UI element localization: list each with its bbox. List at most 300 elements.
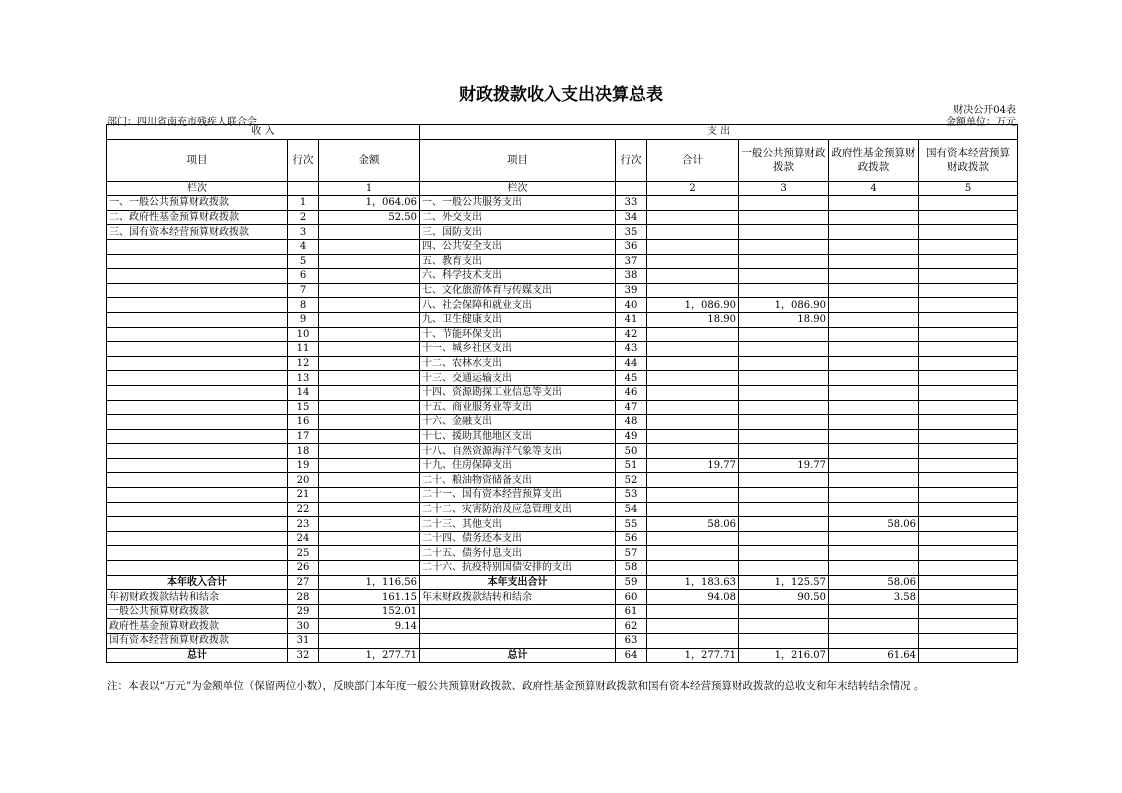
table-row xyxy=(107,385,1018,400)
income-row-no: 19 xyxy=(288,458,319,473)
income-item xyxy=(107,298,288,313)
expense-general xyxy=(739,196,829,211)
expense-item: 十、节能环保支出 xyxy=(420,327,616,342)
expense-row-no: 47 xyxy=(616,400,647,415)
expense-general xyxy=(739,561,829,576)
expense-general xyxy=(739,342,829,357)
expense-row-no: 44 xyxy=(616,356,647,371)
expense-item: 一、一般公共服务支出 xyxy=(420,196,616,211)
income-item: 一、一般公共预算财政拨款 xyxy=(107,196,288,211)
expense-total xyxy=(647,531,739,546)
expense-general xyxy=(739,225,829,240)
table-row xyxy=(107,327,1018,342)
expense-row-no: 49 xyxy=(616,429,647,444)
expense-row-no: 51 xyxy=(616,458,647,473)
expense-fund xyxy=(829,371,919,386)
income-item xyxy=(107,327,288,342)
expense-item: 十四、资源勘探工业信息等支出 xyxy=(420,385,616,400)
column-number-row xyxy=(107,181,1018,196)
income-row-no: 30 xyxy=(288,619,319,634)
expense-row-no: 50 xyxy=(616,444,647,459)
expense-total xyxy=(647,254,739,269)
income-item: 本年收入合计 xyxy=(107,575,288,590)
expense-row-no: 53 xyxy=(616,488,647,503)
expense-item: 三、国防支出 xyxy=(420,225,616,240)
income-row-no: 23 xyxy=(288,517,319,532)
income-row-no: 9 xyxy=(288,312,319,327)
expense-general xyxy=(739,269,829,284)
income-item: 二、政府性基金预算财政拨款 xyxy=(107,210,288,225)
expense-total xyxy=(647,415,739,430)
expense-total xyxy=(647,327,739,342)
expense-general: 1，086.90 xyxy=(739,298,829,313)
expense-fund: 58.06 xyxy=(829,517,919,532)
expense-general xyxy=(739,604,829,619)
expense-total: 94.08 xyxy=(647,590,739,605)
expense-fund xyxy=(829,604,919,619)
expense-item xyxy=(420,619,616,634)
expense-fund xyxy=(829,239,919,254)
income-row-no: 13 xyxy=(288,371,319,386)
expense-state xyxy=(919,225,1018,240)
income-row-no: 11 xyxy=(288,342,319,357)
expense-general xyxy=(739,502,829,517)
expense-general xyxy=(739,517,829,532)
income-item: 一般公共预算财政拨款 xyxy=(107,604,288,619)
expense-general xyxy=(739,546,829,561)
table-body xyxy=(107,196,1018,663)
expense-total xyxy=(647,502,739,517)
expense-fund xyxy=(829,415,919,430)
expense-item: 十九、住房保障支出 xyxy=(420,458,616,473)
col-state: 国有资本经营预算财政拨款 xyxy=(919,139,1018,181)
income-row-no: 28 xyxy=(288,590,319,605)
expense-item: 总计 xyxy=(420,648,616,663)
expense-fund xyxy=(829,546,919,561)
income-amount xyxy=(319,429,420,444)
income-amount xyxy=(319,634,420,649)
expense-total: 1，086.90 xyxy=(647,298,739,313)
expense-row-no: 58 xyxy=(616,561,647,576)
expense-total: 18.90 xyxy=(647,312,739,327)
income-row-no: 12 xyxy=(288,356,319,371)
income-amount: 1，277.71 xyxy=(319,648,420,663)
expense-total xyxy=(647,239,739,254)
expense-total: 1，183.63 xyxy=(647,575,739,590)
income-item: 政府性基金预算财政拨款 xyxy=(107,619,288,634)
income-item xyxy=(107,283,288,298)
expense-total xyxy=(647,385,739,400)
col-blank xyxy=(288,181,319,196)
expense-row-no: 45 xyxy=(616,371,647,386)
form-number: 财决公开04表 xyxy=(953,105,1016,116)
expense-total xyxy=(647,444,739,459)
table-row xyxy=(107,604,1018,619)
expense-general xyxy=(739,254,829,269)
expense-fund xyxy=(829,502,919,517)
table-row xyxy=(107,546,1018,561)
expense-general xyxy=(739,473,829,488)
income-amount: 152.01 xyxy=(319,604,420,619)
expense-general xyxy=(739,371,829,386)
expense-row-no: 36 xyxy=(616,239,647,254)
expense-general xyxy=(739,415,829,430)
expense-general xyxy=(739,385,829,400)
expense-row-no: 43 xyxy=(616,342,647,357)
table-row xyxy=(107,356,1018,371)
income-item xyxy=(107,269,288,284)
expense-fund xyxy=(829,385,919,400)
expense-item: 十八、自然资源海洋气象等支出 xyxy=(420,444,616,459)
expense-item: 十七、援助其他地区支出 xyxy=(420,429,616,444)
income-amount: 161.15 xyxy=(319,590,420,605)
expense-fund xyxy=(829,196,919,211)
income-amount: 52.50 xyxy=(319,210,420,225)
expense-state xyxy=(919,619,1018,634)
income-item xyxy=(107,458,288,473)
table-row xyxy=(107,342,1018,357)
income-item xyxy=(107,342,288,357)
income-amount xyxy=(319,444,420,459)
income-item xyxy=(107,561,288,576)
expense-fund xyxy=(829,473,919,488)
expense-total xyxy=(647,429,739,444)
expense-general xyxy=(739,210,829,225)
income-item: 三、国有资本经营预算财政拨款 xyxy=(107,225,288,240)
income-item xyxy=(107,488,288,503)
expense-row-no: 56 xyxy=(616,531,647,546)
income-item: 总计 xyxy=(107,648,288,663)
expense-row-no: 59 xyxy=(616,575,647,590)
income-item xyxy=(107,546,288,561)
expense-general xyxy=(739,400,829,415)
expense-state xyxy=(919,429,1018,444)
expense-row-no: 41 xyxy=(616,312,647,327)
expense-row-no: 54 xyxy=(616,502,647,517)
income-row-no: 1 xyxy=(288,196,319,211)
income-row-no: 31 xyxy=(288,634,319,649)
expense-fund xyxy=(829,210,919,225)
col-total: 合计 xyxy=(647,139,739,181)
expense-item: 十一、城乡社区支出 xyxy=(420,342,616,357)
expense-row-no: 42 xyxy=(616,327,647,342)
income-amount xyxy=(319,561,420,576)
col-item: 项目 xyxy=(107,139,288,181)
table-row xyxy=(107,254,1018,269)
table-row xyxy=(107,619,1018,634)
income-amount xyxy=(319,546,420,561)
expense-state xyxy=(919,283,1018,298)
expense-general xyxy=(739,531,829,546)
expense-fund xyxy=(829,283,919,298)
expense-item: 二十五、债务付息支出 xyxy=(420,546,616,561)
expense-state xyxy=(919,371,1018,386)
income-row-no: 17 xyxy=(288,429,319,444)
income-row-no: 32 xyxy=(288,648,319,663)
income-row-no: 5 xyxy=(288,254,319,269)
expense-row-no: 48 xyxy=(616,415,647,430)
income-amount xyxy=(319,531,420,546)
income-amount xyxy=(319,371,420,386)
table-row xyxy=(107,458,1018,473)
income-amount xyxy=(319,415,420,430)
expense-state xyxy=(919,254,1018,269)
expense-state xyxy=(919,196,1018,211)
expense-row-no: 46 xyxy=(616,385,647,400)
table-row xyxy=(107,210,1018,225)
income-item xyxy=(107,400,288,415)
income-item xyxy=(107,429,288,444)
expense-state xyxy=(919,634,1018,649)
expense-total xyxy=(647,400,739,415)
income-row-no: 20 xyxy=(288,473,319,488)
table-row xyxy=(107,531,1018,546)
income-item xyxy=(107,444,288,459)
expense-item: 五、教育支出 xyxy=(420,254,616,269)
col-item-2: 项目 xyxy=(420,139,616,181)
table-row xyxy=(107,283,1018,298)
column-header-row xyxy=(107,139,1018,181)
income-item xyxy=(107,415,288,430)
table-row xyxy=(107,634,1018,649)
expense-total xyxy=(647,196,739,211)
income-item xyxy=(107,502,288,517)
expense-state xyxy=(919,502,1018,517)
expense-general: 1，216.07 xyxy=(739,648,829,663)
expense-fund xyxy=(829,531,919,546)
income-amount xyxy=(319,385,420,400)
expense-state xyxy=(919,590,1018,605)
income-amount xyxy=(319,283,420,298)
col-fund: 政府性基金预算财政拨款 xyxy=(829,139,919,181)
expense-general: 90.50 xyxy=(739,590,829,605)
expense-general: 19.77 xyxy=(739,458,829,473)
expense-general xyxy=(739,619,829,634)
expense-item xyxy=(420,634,616,649)
expense-total xyxy=(647,356,739,371)
income-amount xyxy=(319,473,420,488)
expense-fund xyxy=(829,225,919,240)
table-row xyxy=(107,196,1018,211)
footnote: 注：本表以“万元”为金额单位（保留两位小数），反映部门本年度一般公共预算财政拨款、政府性基金预算财政拨款和国有资本经营预算财政拨款的总收支和年末结转结余情况 。 xyxy=(107,680,925,692)
expense-fund xyxy=(829,458,919,473)
expense-section-header: 支 出 xyxy=(420,125,1018,140)
expense-row-no: 38 xyxy=(616,269,647,284)
table-row xyxy=(107,225,1018,240)
income-amount xyxy=(319,400,420,415)
expense-item: 十五、商业服务业等支出 xyxy=(420,400,616,415)
expense-state xyxy=(919,342,1018,357)
expense-state xyxy=(919,531,1018,546)
expense-row-no: 63 xyxy=(616,634,647,649)
expense-row-no: 60 xyxy=(616,590,647,605)
col-num-3: 3 xyxy=(739,181,829,196)
income-item xyxy=(107,254,288,269)
expense-fund xyxy=(829,342,919,357)
expense-fund xyxy=(829,254,919,269)
expense-general xyxy=(739,488,829,503)
expense-state xyxy=(919,400,1018,415)
expense-state xyxy=(919,604,1018,619)
income-row-no: 7 xyxy=(288,283,319,298)
table-row xyxy=(107,400,1018,415)
income-item xyxy=(107,531,288,546)
income-row-no: 22 xyxy=(288,502,319,517)
table-row xyxy=(107,488,1018,503)
col-general: 一般公共预算财政拨款 xyxy=(739,139,829,181)
expense-fund: 61.64 xyxy=(829,648,919,663)
income-section-header: 收 入 xyxy=(107,125,420,140)
expense-fund xyxy=(829,327,919,342)
expense-item: 四、公共安全支出 xyxy=(420,239,616,254)
expense-general xyxy=(739,356,829,371)
income-row-no: 10 xyxy=(288,327,319,342)
income-item xyxy=(107,473,288,488)
expense-row-no: 61 xyxy=(616,604,647,619)
income-row-no: 16 xyxy=(288,415,319,430)
unit-label: 金额单位：万元 xyxy=(946,117,1016,128)
expense-item: 九、卫生健康支出 xyxy=(420,312,616,327)
expense-general: 1，125.57 xyxy=(739,575,829,590)
expense-row-no: 37 xyxy=(616,254,647,269)
expense-fund xyxy=(829,634,919,649)
table-row xyxy=(107,298,1018,313)
expense-item: 六、科学技术支出 xyxy=(420,269,616,284)
table-row xyxy=(107,444,1018,459)
income-amount xyxy=(319,458,420,473)
expense-item: 二十四、债务还本支出 xyxy=(420,531,616,546)
expense-fund xyxy=(829,488,919,503)
expense-item: 二十六、抗疫特别国债安排的支出 xyxy=(420,561,616,576)
expense-total xyxy=(647,473,739,488)
income-row-no: 14 xyxy=(288,385,319,400)
expense-general: 18.90 xyxy=(739,312,829,327)
table-row xyxy=(107,312,1018,327)
expense-row-no: 33 xyxy=(616,196,647,211)
department-label: 部门：四川省南充市残疾人联合会 xyxy=(107,117,257,128)
income-amount xyxy=(319,488,420,503)
col-amount: 金额 xyxy=(319,139,420,181)
expense-row-no: 57 xyxy=(616,546,647,561)
expense-row-no: 64 xyxy=(616,648,647,663)
income-row-no: 15 xyxy=(288,400,319,415)
expense-item: 二、外交支出 xyxy=(420,210,616,225)
expense-row-no: 35 xyxy=(616,225,647,240)
expense-state xyxy=(919,488,1018,503)
col-num-2: 2 xyxy=(647,181,739,196)
expense-state xyxy=(919,575,1018,590)
col-row-no-2: 行次 xyxy=(616,139,647,181)
expense-fund: 58.06 xyxy=(829,575,919,590)
income-item xyxy=(107,239,288,254)
expense-total: 1，277.71 xyxy=(647,648,739,663)
table-row xyxy=(107,371,1018,386)
expense-total xyxy=(647,604,739,619)
col-blank-2 xyxy=(616,181,647,196)
income-amount xyxy=(319,327,420,342)
expense-fund xyxy=(829,444,919,459)
income-amount xyxy=(319,356,420,371)
expense-fund xyxy=(829,429,919,444)
expense-item: 二十三、其他支出 xyxy=(420,517,616,532)
expense-item: 十六、金融支出 xyxy=(420,415,616,430)
income-item xyxy=(107,356,288,371)
income-row-no: 8 xyxy=(288,298,319,313)
expense-state xyxy=(919,444,1018,459)
expense-fund xyxy=(829,561,919,576)
expense-general xyxy=(739,634,829,649)
col-label: 栏次 xyxy=(107,181,288,196)
table-row xyxy=(107,575,1018,590)
table-row xyxy=(107,517,1018,532)
expense-total xyxy=(647,342,739,357)
expense-state xyxy=(919,458,1018,473)
income-amount xyxy=(319,269,420,284)
income-row-no: 2 xyxy=(288,210,319,225)
col-label-2: 栏次 xyxy=(420,181,616,196)
income-item xyxy=(107,517,288,532)
expense-state xyxy=(919,269,1018,284)
expense-general xyxy=(739,444,829,459)
expense-row-no: 62 xyxy=(616,619,647,634)
table-row xyxy=(107,473,1018,488)
income-amount xyxy=(319,225,420,240)
expense-row-no: 52 xyxy=(616,473,647,488)
income-row-no: 27 xyxy=(288,575,319,590)
expense-state xyxy=(919,327,1018,342)
expense-state xyxy=(919,561,1018,576)
col-num-1: 1 xyxy=(319,181,420,196)
expense-state xyxy=(919,517,1018,532)
table-row xyxy=(107,269,1018,284)
expense-item: 本年支出合计 xyxy=(420,575,616,590)
expense-total xyxy=(647,619,739,634)
income-row-no: 4 xyxy=(288,239,319,254)
expense-state xyxy=(919,356,1018,371)
expense-general xyxy=(739,283,829,298)
expense-item: 八、社会保障和就业支出 xyxy=(420,298,616,313)
col-row-no: 行次 xyxy=(288,139,319,181)
income-amount: 1，064.06 xyxy=(319,196,420,211)
income-item xyxy=(107,371,288,386)
expense-state xyxy=(919,385,1018,400)
expense-fund xyxy=(829,298,919,313)
income-row-no: 26 xyxy=(288,561,319,576)
income-amount: 1，116.56 xyxy=(319,575,420,590)
expense-state xyxy=(919,415,1018,430)
table-row xyxy=(107,502,1018,517)
income-row-no: 6 xyxy=(288,269,319,284)
income-amount xyxy=(319,342,420,357)
expense-item: 二十、粮油物资储备支出 xyxy=(420,473,616,488)
expense-total: 58.06 xyxy=(647,517,739,532)
expense-state xyxy=(919,648,1018,663)
report-title: 财政拨款收入支出决算总表 xyxy=(459,85,663,105)
income-row-no: 25 xyxy=(288,546,319,561)
col-num-5: 5 xyxy=(919,181,1018,196)
expense-row-no: 34 xyxy=(616,210,647,225)
expense-total xyxy=(647,634,739,649)
table-row xyxy=(107,429,1018,444)
table-row xyxy=(107,239,1018,254)
expense-item: 七、文化旅游体育与传媒支出 xyxy=(420,283,616,298)
expense-general xyxy=(739,239,829,254)
income-amount xyxy=(319,312,420,327)
income-row-no: 21 xyxy=(288,488,319,503)
income-item: 国有资本经营预算财政拨款 xyxy=(107,634,288,649)
expense-state xyxy=(919,546,1018,561)
expense-total xyxy=(647,225,739,240)
